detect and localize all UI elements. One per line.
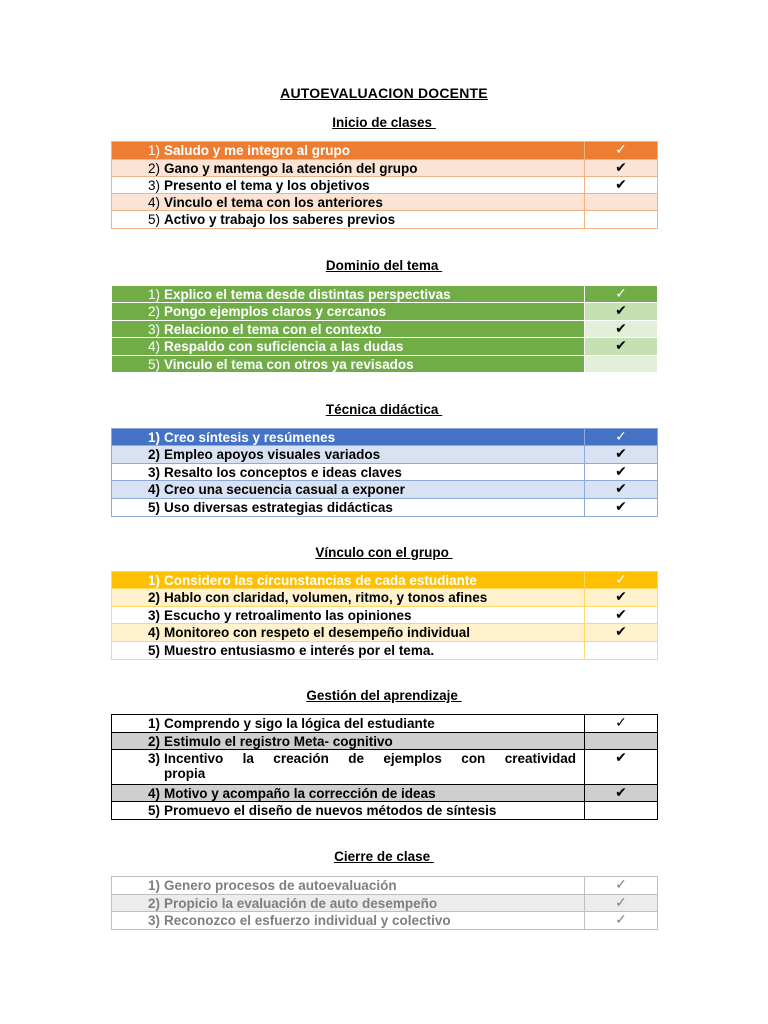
check-mark: ✔ (585, 785, 658, 802)
check-mark: ✔ (585, 589, 658, 607)
table-row (112, 481, 658, 499)
check-mark: ✓ (585, 286, 658, 303)
item-number: 1) (147, 716, 160, 731)
table-row (112, 446, 658, 464)
item-text: Reconozco el esfuerzo individual y colectivo (164, 913, 451, 928)
item-text: Relaciono el tema con el contexto (164, 322, 382, 337)
item-number: 2) (147, 161, 160, 176)
item-text: Vinculo el tema con los anteriores (164, 195, 383, 210)
section-heading-gestion: Gestión del aprendizaje (306, 688, 462, 703)
table-row (112, 607, 658, 624)
item-text: Escucho y retroalimento las opiniones (164, 608, 412, 623)
item-text: Promuevo el diseño de nuevos métodos de síntesis (164, 803, 497, 818)
table-row (112, 194, 658, 211)
table-row (112, 464, 658, 481)
check-mark (585, 356, 658, 373)
table-row (112, 733, 658, 750)
check-mark: ✔ (585, 321, 658, 338)
item-number: 5) (147, 212, 160, 227)
item-number: 2) (147, 734, 160, 749)
item-text: Genero procesos de autoevaluación (164, 878, 397, 893)
check-mark: ✓ (585, 429, 658, 446)
table-tecnica-didactica (111, 428, 658, 517)
check-mark: ✔ (585, 607, 658, 624)
table-row (112, 286, 658, 303)
section-heading-inicio: Inicio de clases (332, 115, 436, 130)
item-number: 2) (147, 590, 160, 605)
item-text: Monitoreo con respeto el desempeño individual (164, 625, 471, 640)
item-text: Creo síntesis y resúmenes (164, 430, 336, 445)
item-text: Uso diversas estrategias didácticas (164, 500, 393, 515)
item-number: 3) (147, 465, 160, 480)
item-number: 1) (147, 430, 160, 445)
item-text: Propicio la evaluación de auto desempeño (164, 896, 438, 911)
item-number: 1) (147, 287, 160, 302)
check-mark (585, 211, 658, 229)
table-row (112, 142, 658, 160)
table-dominio-del-tema (111, 285, 658, 373)
table-row (112, 642, 658, 660)
item-text: Activo y trabajo los saberes previos (164, 212, 396, 227)
item-number: 2) (147, 896, 160, 911)
section-heading-vinculo: Vínculo con el grupo (315, 545, 453, 560)
table-row (112, 715, 658, 733)
item-text: Considero las circunstancias de cada estudiante (164, 573, 477, 588)
check-mark: ✓ (585, 142, 658, 160)
section-heading-dominio: Dominio del tema (325, 258, 443, 273)
table-row (112, 624, 658, 642)
table-row (112, 321, 658, 338)
item-number: 1) (147, 143, 160, 158)
item-number: 5) (147, 357, 160, 372)
check-mark: ✓ (585, 715, 658, 733)
table-row (112, 211, 658, 229)
table-row (112, 785, 658, 802)
table-row (112, 912, 658, 930)
table-row (112, 429, 658, 446)
item-text: Creo una secuencia casual a exponer (164, 482, 405, 497)
item-number: 3) (147, 751, 160, 766)
check-mark: ✔ (585, 303, 658, 321)
item-number: 4) (147, 339, 160, 354)
table-row (112, 303, 658, 321)
item-text: Saludo y me integro al grupo (164, 143, 351, 158)
item-text: Resalto los conceptos e ideas claves (164, 465, 402, 480)
check-mark: ✔ (585, 446, 658, 464)
check-mark: ✔ (585, 481, 658, 499)
check-mark (585, 194, 658, 211)
check-mark: ✔ (585, 160, 658, 177)
check-mark: ✔ (585, 464, 658, 481)
item-number: 5) (147, 643, 160, 658)
item-text-line-2: propia (164, 766, 206, 781)
item-number: 2) (147, 304, 160, 319)
check-mark: ✔ (585, 338, 658, 356)
item-number: 3) (147, 322, 160, 337)
check-mark (585, 733, 658, 750)
item-text: Respaldo con suficiencia a las dudas (164, 339, 404, 354)
table-gestion-del-aprendizaje (111, 714, 658, 820)
check-mark (585, 642, 658, 660)
table-row (112, 877, 658, 895)
table-row (112, 177, 658, 194)
check-mark (585, 802, 658, 820)
table-row (112, 572, 658, 589)
item-number: 3) (147, 608, 160, 623)
item-number: 2) (147, 447, 160, 462)
table-inicio-de-clases (111, 141, 658, 229)
item-text: Pongo ejemplos claros y cercanos (164, 304, 387, 319)
item-text: Estimulo el registro Meta- cognitivo (164, 734, 393, 749)
item-number: 4) (147, 482, 160, 497)
item-text: Hablo con claridad, volumen, ritmo, y tonos afines (164, 590, 488, 605)
section-heading-cierre: Cierre de clase (334, 849, 434, 864)
item-number: 4) (147, 625, 160, 640)
document-title: AUTOEVALUACION DOCENTE (280, 85, 488, 101)
check-mark: ✔ (585, 750, 658, 785)
item-number: 3) (147, 178, 160, 193)
item-number: 3) (147, 913, 160, 928)
item-text: Vinculo el tema con otros ya revisados (164, 357, 414, 372)
table-row (112, 499, 658, 517)
table-cierre-de-clase (111, 876, 658, 930)
item-number: 1) (147, 878, 160, 893)
check-mark: ✔ (585, 624, 658, 642)
item-text-line-1: Incentivo la creación de ejemplos con creatividad (164, 751, 576, 766)
table-row (112, 895, 658, 912)
table-row (112, 589, 658, 607)
table-row (112, 338, 658, 356)
check-mark: ✓ (585, 572, 658, 589)
table-row (112, 750, 658, 785)
item-number: 1) (147, 573, 160, 588)
table-vinculo-con-el-grupo (111, 571, 658, 660)
check-mark: ✔ (585, 499, 658, 517)
item-text: Explico el tema desde distintas perspectivas (164, 287, 451, 302)
check-mark: ✓ (585, 877, 658, 895)
section-heading-tecnica: Técnica didáctica (325, 402, 443, 417)
item-number: 4) (147, 786, 160, 801)
item-text: Gano y mantengo la atención del grupo (164, 161, 418, 176)
item-text: Muestro entusiasmo e interés por el tema. (164, 643, 435, 658)
check-mark: ✓ (585, 895, 658, 912)
item-text: Presento el tema y los objetivos (164, 178, 370, 193)
table-row (112, 356, 658, 373)
item-text: Comprendo y sigo la lógica del estudiante (164, 716, 435, 731)
item-text: Motivo y acompaño la corrección de ideas (164, 786, 436, 801)
item-text: Empleo apoyos visuales variados (164, 447, 381, 462)
table-row (112, 160, 658, 177)
item-number: 5) (147, 803, 160, 818)
check-mark: ✔ (585, 177, 658, 194)
check-mark: ✓ (585, 912, 658, 930)
item-number: 5) (147, 500, 160, 515)
table-row (112, 802, 658, 820)
item-number: 4) (147, 195, 160, 210)
